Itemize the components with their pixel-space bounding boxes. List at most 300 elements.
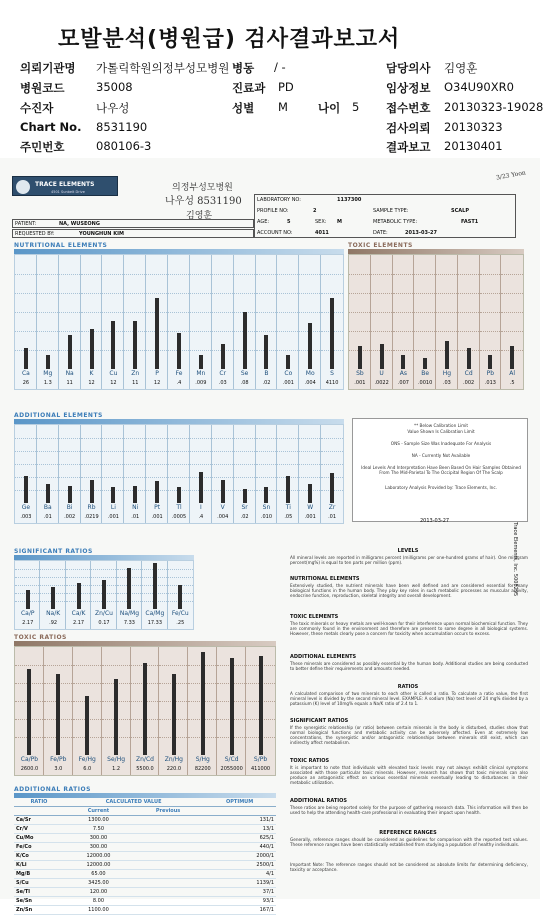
sig_ratios-bar: [178, 585, 182, 609]
toxic_ratios-value: 6.0: [83, 766, 92, 772]
additional-bar: [286, 476, 290, 503]
clinical-value: O34U90XR0: [444, 80, 514, 94]
receipt-label: 접수번호: [386, 101, 431, 115]
chart-value: 8531190: [96, 120, 148, 134]
additional-ratio-row: [14, 861, 276, 870]
ratio-previous: [133, 870, 203, 879]
clinical-label: 임상정보: [386, 81, 431, 95]
toxic_el-label: Cd: [464, 370, 473, 377]
dept-value: PD: [278, 80, 294, 94]
nutritional-label: Na: [65, 370, 74, 377]
nutritional-label: Ca: [21, 370, 30, 377]
toxic_el-label: Sb: [356, 370, 364, 377]
additional-bar: [24, 476, 28, 503]
age-label: 나이: [318, 101, 341, 115]
ratio-name: Ca/Sr: [14, 816, 64, 825]
nutritional-column: [124, 255, 146, 389]
ratio-current: 12000.00: [64, 852, 133, 861]
additional-column: [59, 425, 81, 523]
ratio-name: K/Li: [14, 861, 64, 870]
additional-label: Tl: [176, 504, 182, 511]
nutritional-label: Co: [284, 370, 293, 377]
toxic_el-column: [501, 255, 523, 389]
toxic_ratios-column: [102, 647, 131, 775]
ratio-optimum: 13/1: [203, 825, 276, 834]
toxic_ratios-label: Fe/Hg: [78, 756, 96, 763]
handwritten-hospital: 의정부성모병원: [172, 183, 233, 193]
sig_ratios-label: Ca/P: [20, 610, 35, 617]
additional-ratio-row: [14, 852, 276, 861]
ratio-previous: [133, 834, 203, 843]
sig_ratios-label: Ca/Mg: [145, 610, 165, 617]
nutritional-label: B: [264, 370, 269, 377]
additional-column: [37, 425, 59, 523]
nutritional-column: [234, 255, 256, 389]
patient-name: NA, WUSEONG: [59, 221, 100, 227]
additional-label: Ge: [21, 504, 31, 511]
toxic_ratios-bar: [56, 674, 60, 755]
additional-label: W: [307, 504, 314, 511]
additional-column: [168, 425, 190, 523]
sig_ratios-bar: [51, 587, 55, 609]
nutritional-label: K: [89, 370, 94, 377]
nutritional-bar: [199, 355, 203, 369]
ratio-name: Zn/Sn: [14, 906, 64, 915]
additional-ratio-row: [14, 834, 276, 843]
sig_ratios-column: [142, 561, 167, 629]
side-print: Trace Elements, Inc. 5008295: [512, 522, 518, 597]
dept-label: 진료과: [232, 81, 266, 95]
ratio-current: 1100.00: [64, 906, 133, 915]
toxic_ratios-value: 3.0: [54, 766, 63, 772]
additional-value: .01: [328, 514, 337, 520]
toxic_el-column: [436, 255, 458, 389]
toxic_ratios-bar: [230, 658, 234, 755]
sig_ratios-label: Na/K: [46, 610, 61, 617]
additional-label: V: [220, 504, 225, 511]
nutritional-column: [15, 255, 37, 389]
logo-globe-icon: [16, 180, 30, 194]
toxic_el-column: [414, 255, 436, 389]
toxic_ratios-value: 5500.0: [136, 766, 154, 772]
toxic_el-label: Al: [509, 370, 516, 377]
toxic_el-value: .002: [463, 380, 475, 386]
nutritional-value: 11: [66, 380, 73, 386]
additional-value: .01: [43, 514, 52, 520]
ratio-previous: [133, 906, 203, 915]
additional-bar: [177, 487, 181, 503]
handwritten-corner-note: 3/23 Yoon: [495, 169, 527, 182]
toxic_el-value: .013: [484, 380, 496, 386]
toxic_el-column: [371, 255, 393, 389]
additional-ratio-row: [14, 825, 276, 834]
nutritional-column: [277, 255, 299, 389]
sex-label: 성별: [232, 101, 255, 115]
ratio-previous: [133, 897, 203, 906]
lab-logo: TRACE ELEMENTS 4501 Sunbelt Drive: [12, 176, 118, 196]
ratio-name: Cr/V: [14, 825, 64, 834]
additional-bar: [155, 481, 159, 503]
nutritional-column: [256, 255, 278, 389]
toxic_ratios-bar: [27, 669, 31, 755]
report-key-box: ** Below Calibration Limit Value Shown Is Calibration Limit ONS - Sample Size Was Inadequate For Analysis NA - Currently Not Available Ideal Levels And Interpretation Have Been Based On Hair Samples Obtained From The Mid-Parietal To The Occipital Region Of The Scalp Laboratory Analysis Provided by: Trace Elements, Inc.: [352, 418, 528, 522]
toxic_el-bar: [467, 348, 471, 369]
additional-bar: [243, 489, 247, 503]
toxic_ratios-bar: [259, 656, 263, 755]
toxic_ratios-column: [131, 647, 160, 775]
nutritional-value: .08: [240, 380, 249, 386]
toxic_ratios-column: [217, 647, 246, 775]
ratio-optimum: 2000/1: [203, 852, 276, 861]
sig_ratios-bar: [153, 563, 157, 609]
additional-label: Bi: [66, 504, 73, 511]
additional-label: Ba: [43, 504, 52, 511]
ratio-optimum: 1139/1: [203, 879, 276, 888]
requested-by: YOUNGHUN KIM: [79, 231, 124, 237]
nutritional-value: .4: [176, 380, 182, 386]
additional-column: [321, 425, 343, 523]
toxic_el-value: .001: [354, 380, 366, 386]
nutritional-column: [102, 255, 124, 389]
additional-value: .0219: [84, 514, 99, 520]
test-request-value: 20130323: [444, 120, 503, 134]
ratio-previous: [133, 861, 203, 870]
requested-row: REQUESTED BY: YOUNGHUN KIM: [12, 229, 254, 238]
ratio-current: 300.00: [64, 834, 133, 843]
ward-label: 병동: [232, 61, 255, 75]
report-title: 모발분석(병원급) 검사결과보고서: [58, 27, 401, 52]
toxic_ratios-bar: [85, 696, 89, 755]
ratio-name: Cu/Mo: [14, 834, 64, 843]
toxic_ratios-column: [188, 647, 217, 775]
nutritional-column: [59, 255, 81, 389]
sig_ratios-column: [15, 561, 40, 629]
nutritional-heading: NUTRITIONAL ELEMENTS: [14, 242, 108, 249]
ratio-current: 7.50: [64, 825, 133, 834]
rrn-value: 080106-3: [96, 139, 152, 153]
ratio-name: Mg/B: [14, 870, 64, 879]
sig_ratios-label: Zn/Cu: [95, 610, 113, 617]
toxic-elements-chart: [348, 254, 524, 390]
nutritional-bar: [46, 355, 50, 369]
additional-ratio-row: [14, 888, 276, 897]
ratio-optimum: 93/1: [203, 897, 276, 906]
sig_ratios-bar: [102, 580, 106, 609]
report-date: 2013-03-27: [420, 518, 450, 524]
additional-value: .004: [217, 514, 229, 520]
nutritional-value: 4110: [325, 380, 339, 386]
ratio-optimum: 625/1: [203, 834, 276, 843]
toxic_ratios-label: Fe/Pb: [50, 756, 67, 763]
toxic_el-value: .5: [509, 380, 515, 386]
toxic_ratios-label: S/Hg: [195, 756, 210, 763]
nutritional-value: .02: [262, 380, 271, 386]
nutritional-bar: [155, 298, 159, 369]
toxic_el-label: Be: [421, 370, 430, 377]
toxic_ratios-value: 411000: [251, 766, 271, 772]
additional-value: .001: [107, 514, 119, 520]
additional-label: Zr: [328, 504, 336, 511]
nutritional-label: Se: [240, 370, 249, 377]
nutritional-bar: [221, 344, 225, 369]
toxic_el-column: [349, 255, 371, 389]
additional-value: .05: [284, 514, 293, 520]
nutritional-bar: [111, 321, 115, 369]
toxic_el-value: .03: [442, 380, 451, 386]
additional-bar: [264, 487, 268, 503]
additional-column: [234, 425, 256, 523]
additional-bar: [68, 486, 72, 503]
receipt-value: 20130323-19028: [444, 100, 543, 114]
toxic_ratios-value: 2055000: [220, 766, 243, 772]
nutritional-bar: [243, 312, 247, 369]
additional-value: .002: [64, 514, 76, 520]
toxic_el-bar: [423, 358, 427, 369]
additional-label: I: [199, 504, 202, 511]
interpretation-legend: LEVELS All mineral levels are reported in milligrams percent (milligrams per one-hundred grams of hair). One milligram percent(mg%) is equal to ten parts per million (ppm). NUTRITIONAL ELEMENTS Extensively studied, the nutrient minerals have been well defined and are considered essential for many biological functions in the human body. They play key roles in such metabolic processes as muscular activity, endocrine function, reproduction, skeletal integrity and overall development. TOXIC ELEMENTS The toxic minerals or heavy metals are well-known for their interference upon normal biochemical function. They are commonly found in the environment and therefore are present to some degree in all biological systems. However, these metals clearly pose a concern for toxicity when accumulation occurs to excess. ADDITIONAL ELEMENTS These minerals are considered as possibly essential by the human body. Additional studies are being conducted to better define their requirements and amounts needed. RATIOS A calculated comparison of two minerals to each other is called a ratio. To calculate a ratio value, the first mineral level is divided by the second mineral level. EXAMPLE: A sodium (Na) test level of 24 mg% divided by a potassium (K) level of 10mg% equals a Na/K ratio of 2.4 to 1. SIGNIFICANT RATIOS If the synergistic relationship (or ratio) between certain minerals in the body is disturbed, studies show that normal biological functions and metabolic activity can be adversely affected. Even at extremely low concentrations, the synergistic and/or antagonistic relationships between minerals still exist, which can indirectly affect metabolism. TOXIC RATIOS It is important to note that individuals with elevated toxic levels may not always exhibit clinical symptoms associated with those particular toxic minerals. However, research has shown that toxic minerals can also produce an antagonistic effect on various essential minerals eventually leading to disturbances in their metabolic utilization. ADDITIONAL RATIOS These ratios are being reported solely for the purpose of gathering research data. This information will then be used to help the attending health-care professional in evaluating their impact upon health. REFERENCE RANGES Generally, reference ranges should be considered as guidelines for comparison with the reported test values. These reference ranges have been statistically established from studying a population of healthy individuals. Important Note: The reference ranges should not be considered as absolute limits for determining deficiency, toxicity or acceptance.: [290, 548, 528, 872]
additional-heading: ADDITIONAL ELEMENTS: [14, 412, 103, 419]
nutritional-bar: [308, 323, 312, 369]
ratio-current: 3425.00: [64, 879, 133, 888]
sig_ratios-label: Ca/K: [71, 610, 86, 617]
toxic_ratios-label: Se/Hg: [107, 756, 126, 763]
nutritional-value: .004: [304, 380, 316, 386]
ratio-optimum: 37/1: [203, 888, 276, 897]
toxic_el-column: [393, 255, 415, 389]
nutritional-bar: [286, 355, 290, 369]
result-report-value: 20130401: [444, 139, 503, 153]
sig_ratios-value: 17.33: [147, 620, 163, 626]
toxic_el-bar: [510, 346, 514, 369]
additional-value: .010: [260, 514, 273, 520]
additional-column: [277, 425, 299, 523]
ratio-optimum: 2500/1: [203, 861, 276, 870]
sig_ratios-label: Na/Mg: [119, 610, 139, 617]
toxic_ratios-column: [159, 647, 188, 775]
nutritional-bar: [68, 335, 72, 369]
nutritional-column: [321, 255, 343, 389]
additional-column: [146, 425, 168, 523]
additional-ratios-heading: ADDITIONAL RATIOS: [14, 786, 91, 793]
additional-column: [212, 425, 234, 523]
sig_ratios-column: [40, 561, 65, 629]
nutritional-label: P: [155, 370, 159, 377]
additional-column: [102, 425, 124, 523]
additional-ratio-row: [14, 843, 276, 852]
ratio-previous: [133, 816, 203, 825]
significant-ratios-heading: SIGNIFICANT RATIOS: [14, 548, 93, 555]
additional-column: [81, 425, 103, 523]
sig_ratios-bar: [26, 590, 30, 609]
toxic_ratios-label: Zn/Hg: [164, 756, 183, 763]
toxic_ratios-bar: [114, 679, 118, 755]
lab-number: 1137300: [337, 197, 362, 203]
handwritten-doctor: 김영훈: [186, 211, 213, 221]
toxic_ratios-column: [44, 647, 73, 775]
lab-info-box: LABORATORY NO: 1137300 PROFILE NO: 2 SAMPLE TYPE: SCALP AGE: 5 SEX: M METABOLIC TYPE: FAST1 ACCOUNT NO: 4011 DATE: 2013-03-27: [254, 194, 516, 238]
sig_ratios-value: 7.33: [123, 620, 135, 626]
additional-label: Pt: [154, 504, 161, 511]
nutritional-value: .009: [195, 380, 207, 386]
additional-label: Li: [110, 504, 116, 511]
additional-column: [190, 425, 212, 523]
toxic_el-value: .0010: [417, 380, 433, 386]
toxic_el-value: .007: [397, 380, 409, 386]
additional-value: .0005: [171, 514, 187, 520]
ratio-current: 300.00: [64, 843, 133, 852]
ratio-previous: [133, 879, 203, 888]
additional-chart: [14, 424, 344, 524]
additional-column: [256, 425, 278, 523]
toxic_el-value: .0022: [374, 380, 389, 386]
sig_ratios-value: .25: [176, 620, 185, 626]
toxic_ratios-label: S/Cd: [224, 756, 239, 763]
toxic_el-bar: [358, 346, 362, 369]
additional-value: .4: [198, 514, 204, 520]
toxic-ratios-heading: TOXIC RATIOS: [14, 634, 67, 641]
nutritional-label: Mg: [43, 370, 53, 377]
hospital-code-value: 35008: [96, 80, 133, 94]
toxic_ratios-bar: [172, 674, 176, 755]
sig_ratios-column: [168, 561, 193, 629]
nutritional-bar: [264, 335, 268, 369]
additional-column: [15, 425, 37, 523]
additional-ratio-row: [14, 897, 276, 906]
toxic_ratios-label: Zn/Cd: [136, 756, 154, 763]
nutritional-value: 1.3: [43, 380, 52, 386]
toxic_ratios-value: 220.0: [166, 766, 182, 772]
nutritional-label: Mn: [196, 370, 206, 377]
toxic_ratios-label: S/Pb: [253, 756, 268, 763]
ratio-previous: [133, 843, 203, 852]
ratio-optimum: 167/1: [203, 906, 276, 915]
nutritional-value: 12: [110, 380, 117, 386]
nutritional-column: [190, 255, 212, 389]
nutritional-value: 12: [88, 380, 95, 386]
result-report-label: 결과보고: [386, 140, 431, 154]
nutritional-label: Zn: [131, 370, 140, 377]
ratio-current: 8.00: [64, 897, 133, 906]
additional-bar: [308, 484, 312, 504]
toxic_el-label: Hg: [442, 370, 452, 377]
sig_ratios-column: [91, 561, 116, 629]
test-request-label: 검사의뢰: [386, 121, 431, 135]
hospital-code-label: 병원코드: [20, 81, 65, 95]
nutritional-label: S: [330, 370, 334, 377]
ratio-previous: [133, 825, 203, 834]
doctor-label: 담당의사: [386, 61, 431, 75]
toxic_ratios-column: [246, 647, 275, 775]
nutritional-column: [299, 255, 321, 389]
toxic_el-label: U: [379, 370, 384, 377]
toxic_ratios-label: Ca/Pb: [20, 756, 39, 763]
toxic_ratios-value: 82200: [194, 766, 211, 772]
nutritional-column: [212, 255, 234, 389]
nutritional-value: .001: [282, 380, 294, 386]
toxic_el-column: [480, 255, 502, 389]
sig_ratios-value: .92: [49, 620, 58, 626]
sig_ratios-value: 2.17: [72, 620, 85, 626]
sig_ratios-column: [66, 561, 91, 629]
additional-column: [124, 425, 146, 523]
ratio-optimum: 440/1: [203, 843, 276, 852]
toxic_ratios-column: [15, 647, 44, 775]
additional-bar: [46, 484, 50, 504]
toxic_ratios-value: 2600.0: [20, 766, 39, 772]
institution-value: 가톨릭학원의정부성모병원: [96, 61, 230, 75]
sig_ratios-column: [117, 561, 142, 629]
additional-ratios-table: RATIO CALCULATED VALUE OPTIMUM Current Previous Ca/Sr 1300.00 131/1 Cr/V 7.50 13/1 Cu/Mo 300.00 625/1 Fe/Co 300.00 440/1 K/Co 12000.00 2000/1 K/Li 12000.00 2500/1 Mg/B 65.00 4/1 S/Cu 3425.00 1139/1 Se/Tl 120.00 37/1 Se/Sn 8.00 93/1 Zn/Sn 1100.00 167/1: [16, 799, 274, 913]
ratio-name: Se/Tl: [14, 888, 64, 897]
additional-bar: [199, 472, 203, 503]
sig_ratios-value: 2.17: [22, 620, 34, 626]
toxic_ratios-bar: [201, 652, 205, 755]
nutritional-value: 26: [22, 380, 30, 386]
nutritional-label: Cr: [219, 370, 227, 377]
additional-bar: [90, 480, 94, 503]
nutritional-label: Mo: [305, 370, 315, 377]
ratio-optimum: 131/1: [203, 816, 276, 825]
handwritten-name: 나우성 8531190: [165, 196, 242, 207]
additional-value: .01: [131, 514, 140, 520]
chart-label: Chart No.: [20, 120, 82, 134]
sig_ratios-bar: [77, 583, 81, 609]
additional-ratio-row: [14, 870, 276, 879]
additional-label: Rb: [87, 504, 96, 511]
nutritional-column: [168, 255, 190, 389]
additional-value: .003: [20, 514, 32, 520]
significant-ratios-chart: [14, 560, 194, 630]
patient-row: PATIENT: NA, WUSEONG: [12, 219, 254, 228]
ratio-current: 65.00: [64, 870, 133, 879]
toxic_el-column: [458, 255, 480, 389]
additional-ratio-row: [14, 906, 276, 915]
additional-ratio-row: [14, 816, 276, 825]
doctor-value: 김영훈: [444, 61, 478, 75]
nutritional-value: 11: [132, 380, 139, 386]
toxic_el-bar: [380, 344, 384, 369]
nutritional-bar: [133, 321, 137, 369]
toxic_ratios-column: [73, 647, 102, 775]
additional-label: Ni: [132, 504, 139, 511]
additional-bar: [133, 486, 137, 503]
ratio-name: Fe/Co: [14, 843, 64, 852]
nutritional-chart: [14, 254, 344, 390]
toxic_ratios-bar: [143, 663, 147, 755]
toxic-heading: TOXIC ELEMENTS: [348, 242, 413, 249]
nutritional-column: [37, 255, 59, 389]
additional-bar: [221, 480, 225, 503]
toxic_el-bar: [401, 355, 405, 369]
sex-value: M: [278, 100, 288, 114]
sig_ratios-bar: [127, 568, 131, 609]
additional-ratio-row: [14, 879, 276, 888]
ratio-previous: [133, 888, 203, 897]
institution-label: 의뢰기관명: [20, 61, 76, 75]
additional-label: Sn: [262, 504, 271, 511]
nutritional-bar: [177, 333, 181, 369]
nutritional-bar: [24, 348, 28, 369]
additional-label: Sr: [241, 504, 248, 511]
nutritional-value: 12: [153, 380, 161, 386]
scanned-report-sheet: [0, 158, 540, 913]
nutritional-label: Fe: [175, 370, 183, 377]
nutritional-column: [81, 255, 103, 389]
additional-column: [299, 425, 321, 523]
nutritional-bar: [90, 329, 94, 369]
ratio-optimum: 4/1: [203, 870, 276, 879]
sig_ratios-label: Fe/Cu: [171, 610, 189, 617]
